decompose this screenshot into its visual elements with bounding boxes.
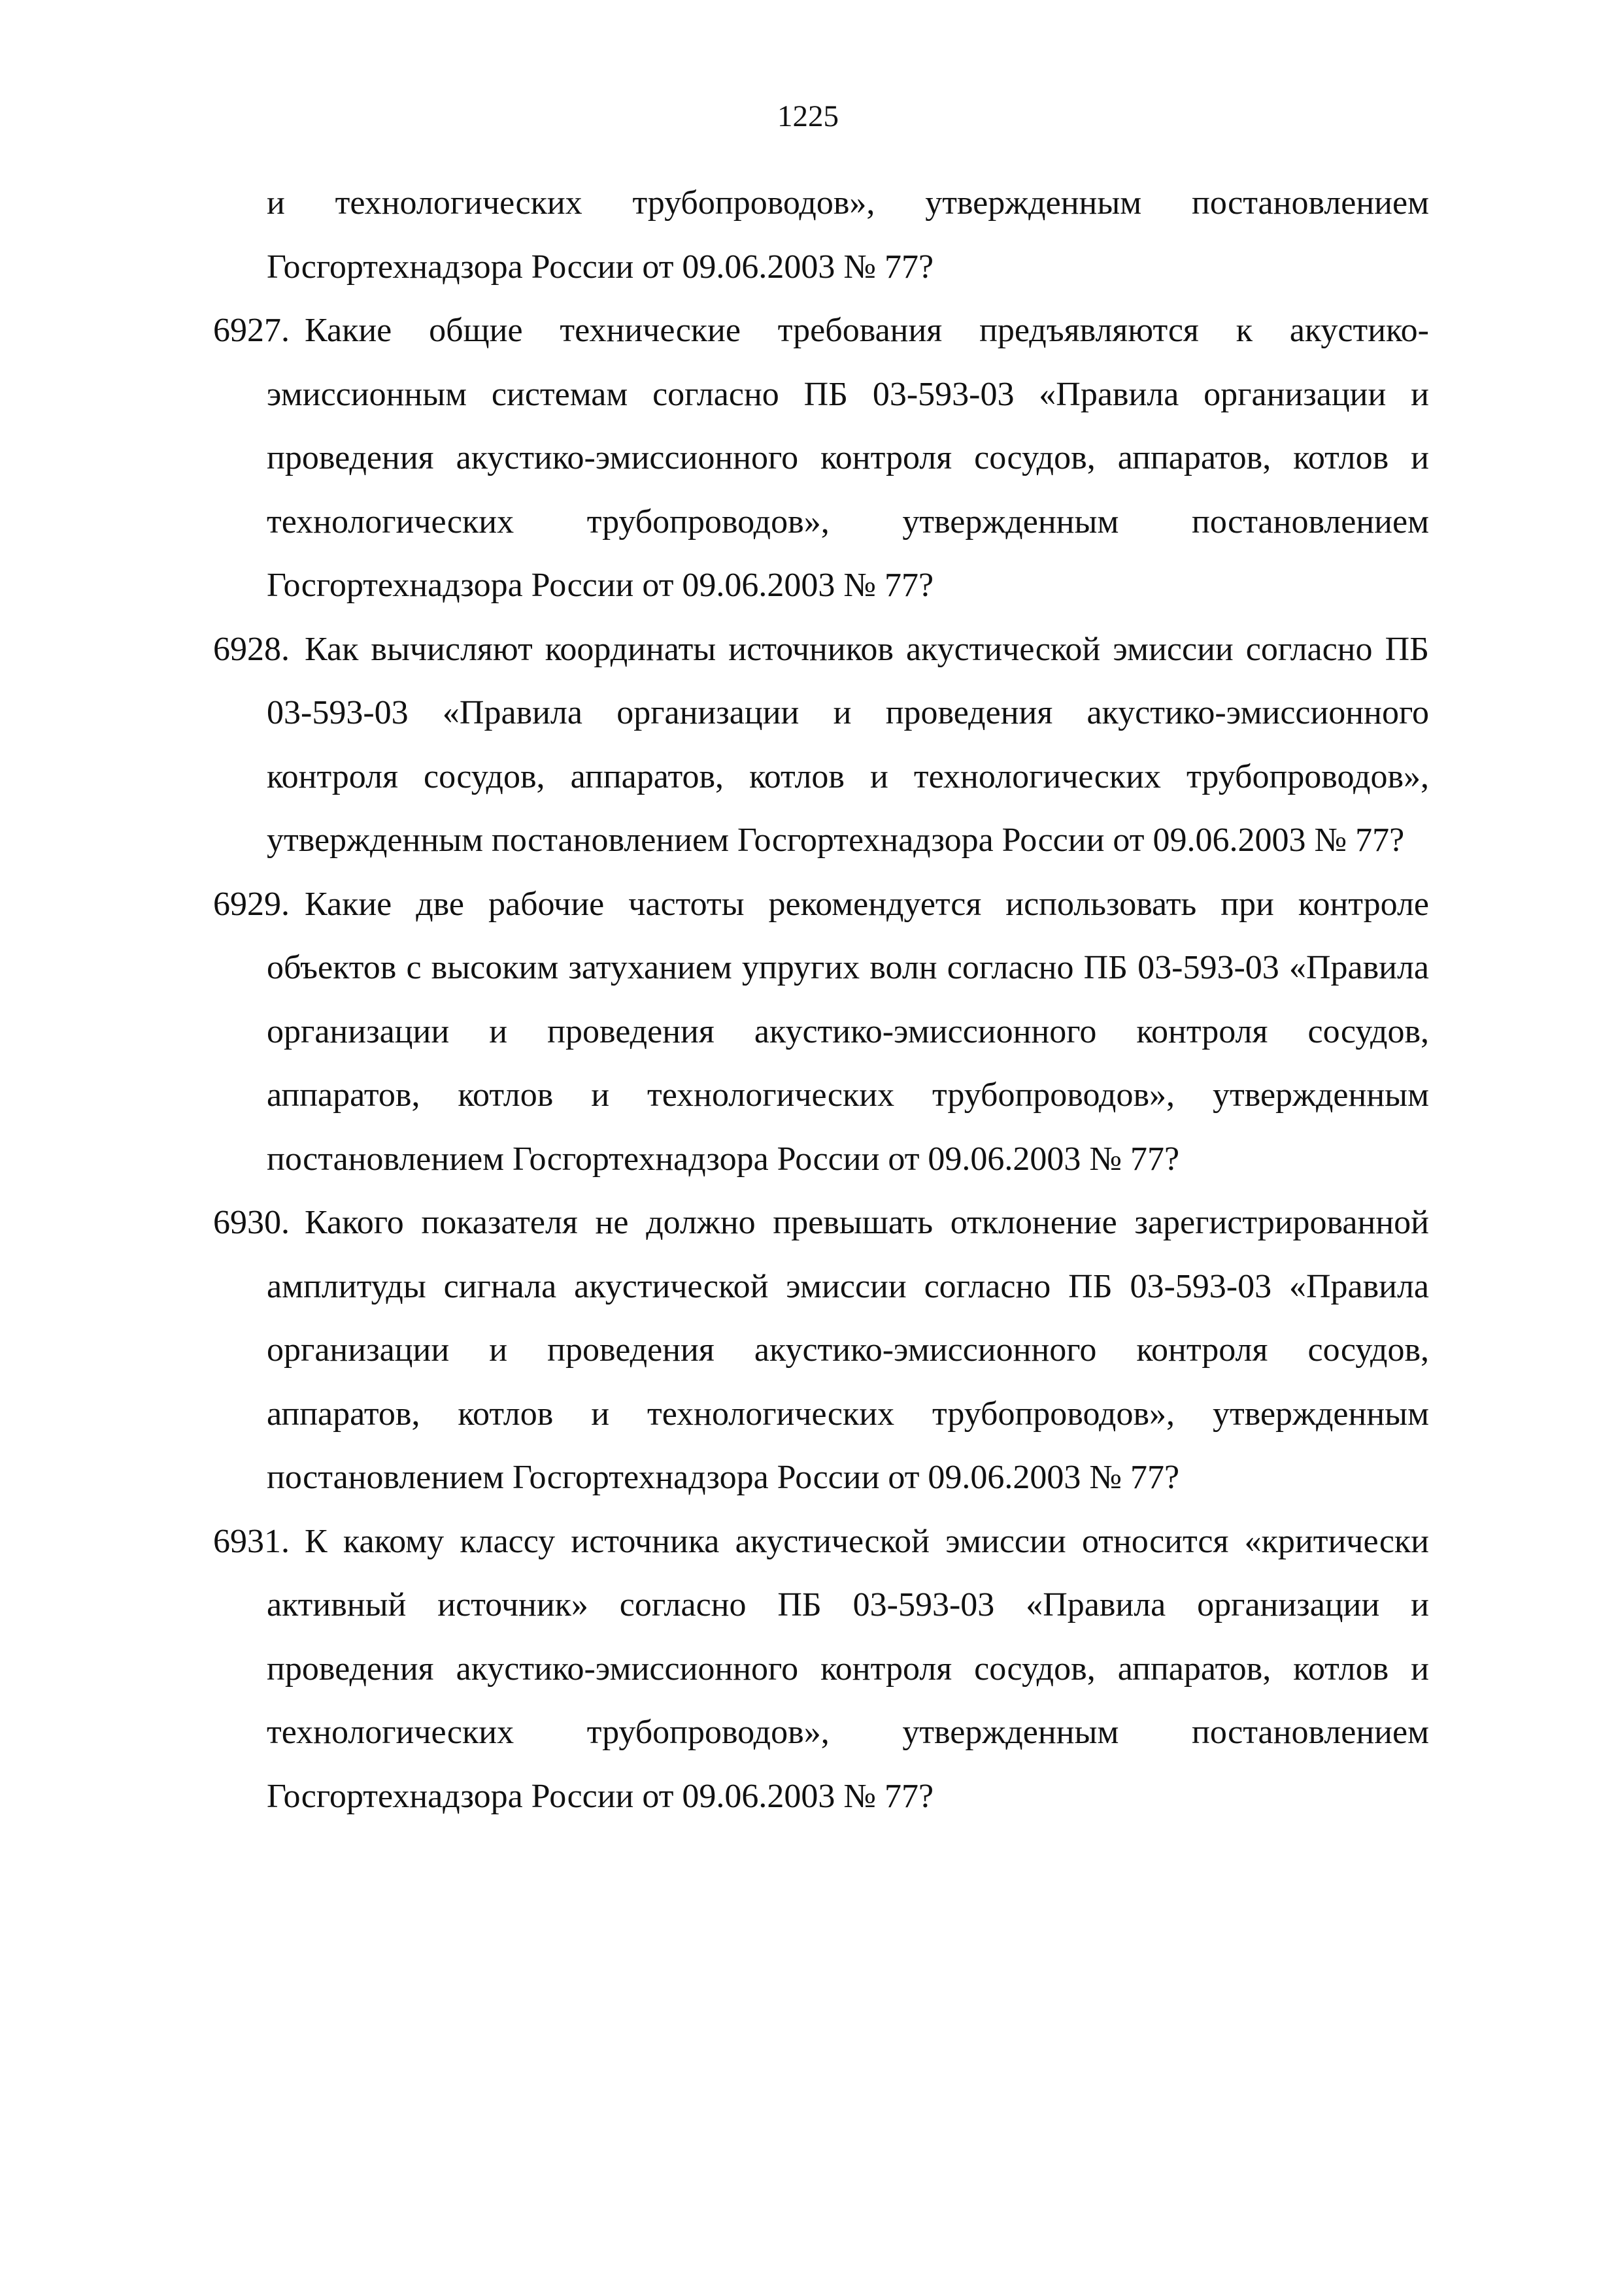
- question-number: 6927.: [213, 312, 290, 349]
- question-text: К какому классу источника акустической эмиссии относится «критически активный источник» согласно ПБ 03-593-03 «Правила организации и проведения акустико-эмиссионного контроля сосудов, аппаратов, котлов и технологических трубопроводов», утвержденным постановлением Госгортехнадзора России от 09.06.2003 № 77?: [267, 1522, 1429, 1815]
- question-number: 6929.: [213, 885, 290, 923]
- question-item: [213, 299, 1429, 618]
- question-continuation: [213, 171, 1429, 299]
- question-item: [213, 1510, 1429, 1829]
- page-number: 1225: [777, 99, 839, 133]
- question-number: 6928.: [213, 630, 290, 668]
- question-text: Как вычисляют координаты источников акустической эмиссии согласно ПБ 03-593-03 «Правила организации и проведения акустико-эмиссионного контроля сосудов, аппаратов, котлов и технологических трубопроводов», утвержденным постановлением Госгортехнадзора России от 09.06.2003 № 77?: [267, 630, 1429, 859]
- question-number: 6930.: [213, 1204, 290, 1241]
- question-text: и технологических трубопроводов», утвержденным постановлением Госгортехнадзора России от 09.06.2003 № 77?: [267, 184, 1429, 286]
- document-body: [213, 171, 1429, 1828]
- question-item: [213, 873, 1429, 1191]
- question-number: 6931.: [213, 1522, 290, 1560]
- question-text: Какие две рабочие частоты рекомендуется использовать при контроле объектов с высоким затуханием упругих волн согласно ПБ 03-593-03 «Правила организации и проведения акустико-эмиссионного контроля сосудов, аппаратов, котлов и технологических трубопроводов», утвержденным постановлением Госгортехнадзора России от 09.06.2003 № 77?: [267, 885, 1429, 1178]
- question-text: Какого показателя не должно превышать отклонение зарегистрированной амплитуды сигнала акустической эмиссии согласно ПБ 03-593-03 «Правила организации и проведения акустико-эмиссионного контроля сосудов, аппаратов, котлов и технологических трубопроводов», утвержденным постановлением Госгортехнадзора России от 09.06.2003 № 77?: [267, 1204, 1429, 1496]
- question-item: [213, 1191, 1429, 1510]
- question-item: [213, 618, 1429, 873]
- question-text: Какие общие технические требования предъявляются к акустико-эмиссионным системам согласно ПБ 03-593-03 «Правила организации и проведения акустико-эмиссионного контроля сосудов, аппаратов, котлов и технологических трубопроводов», утвержденным постановлением Госгортехнадзора России от 09.06.2003 № 77?: [267, 312, 1429, 604]
